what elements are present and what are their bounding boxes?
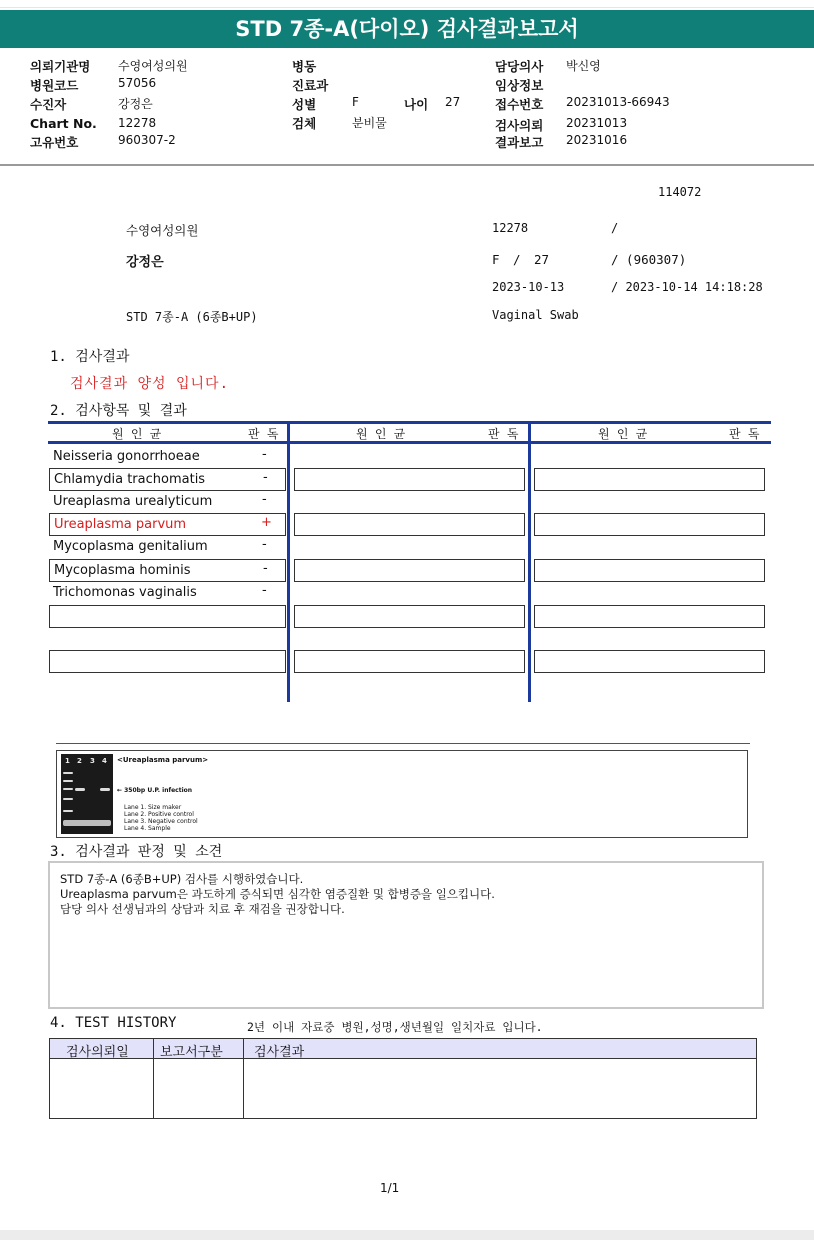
bottom-edge xyxy=(0,1230,814,1240)
summary-report-datetime: / 2023-10-14 14:18:28 xyxy=(611,280,763,294)
history-note: 2년 이내 자료중 병원,성명,생년월일 일치자료 입니다. xyxy=(247,1020,543,1034)
opinion-line: STD 7종-A (6종B+UP) 검사를 시행하였습니다. xyxy=(60,872,304,886)
gel-title: <Ureaplasma parvum> xyxy=(117,756,209,764)
table-top-rule xyxy=(48,421,771,424)
gel-legend-line: Lane 4. Sample xyxy=(124,825,171,832)
age-label: 나이 xyxy=(404,97,429,112)
patient-label: 수진자 xyxy=(30,97,67,112)
page-number: 1/1 xyxy=(380,1181,400,1195)
table-row xyxy=(49,446,286,469)
history-col-result: 검사결과 xyxy=(254,1045,305,1060)
result-label: 결과보고 xyxy=(495,135,544,150)
summary-collect-date: 2023-10-13 xyxy=(492,280,565,294)
unique-value: 960307-2 xyxy=(118,133,176,147)
history-col-request: 검사의뢰일 xyxy=(66,1045,129,1060)
institution-label: 의뢰기관명 xyxy=(30,59,91,74)
col-judge-3: 판 독 xyxy=(729,427,760,441)
gel-annotation: ← 350bp U.P. infection xyxy=(117,787,193,794)
empty-cell xyxy=(294,650,525,673)
opinion-line: 담당 의사 선생님과의 상담과 치료 후 재검을 권장합니다. xyxy=(60,902,345,916)
history-divider xyxy=(153,1038,154,1118)
report-title: STD 7종-A(다이오) 검사결과보고서 xyxy=(0,10,814,48)
gel-band xyxy=(63,798,73,800)
sex-value: F xyxy=(352,95,359,109)
age-value: 27 xyxy=(445,95,461,109)
organism-result: + xyxy=(261,515,272,530)
gel-band xyxy=(63,820,111,826)
sex-label: 성별 xyxy=(292,97,317,112)
specimen-value: 분비물 xyxy=(352,116,387,130)
empty-cell xyxy=(534,513,765,536)
history-divider xyxy=(243,1038,244,1118)
table-row xyxy=(49,536,286,559)
chart-label: Chart No. xyxy=(30,116,97,131)
table-divider-1 xyxy=(287,421,290,702)
history-col-type: 보고서구분 xyxy=(160,1045,223,1060)
request-value: 20231013 xyxy=(566,116,628,130)
summary-id: 114072 xyxy=(658,185,702,199)
empty-cell xyxy=(534,650,765,673)
request-label: 검사의뢰 xyxy=(495,118,544,133)
summary-birth: / (960307) xyxy=(611,252,687,267)
col-organism-2: 원 인 균 xyxy=(356,427,406,441)
empty-cell xyxy=(534,605,765,628)
col-judge-2: 판 독 xyxy=(488,427,519,441)
lane-number: 2 xyxy=(77,757,82,765)
organism-result: - xyxy=(263,470,268,485)
dept-label: 진료과 xyxy=(292,78,329,93)
result-value: 20231016 xyxy=(566,133,628,147)
lane-number: 4 xyxy=(102,757,107,765)
empty-cell xyxy=(294,513,525,536)
table-row xyxy=(49,582,286,605)
empty-cell xyxy=(294,468,525,491)
table-row-positive xyxy=(49,513,286,536)
organism-result: - xyxy=(262,583,267,598)
patient-value: 강정은 xyxy=(118,97,153,111)
empty-cell xyxy=(49,605,286,628)
opinion-line: Ureaplasma parvum은 과도하게 증식되면 심각한 염증질환 및 합병증을 일으킵니다. xyxy=(60,887,495,901)
gel-legend-line: Lane 1. Size maker xyxy=(124,804,182,811)
doctor-label: 담당의사 xyxy=(495,59,544,74)
summary-patient: 강정은 xyxy=(126,255,164,270)
lane-number: 3 xyxy=(90,757,95,765)
section2-title: 2. 검사항목 및 결과 xyxy=(50,403,187,419)
gel-band xyxy=(63,780,73,782)
gel-figure xyxy=(56,750,748,838)
summary-age: 27 xyxy=(534,252,550,267)
summary-sex: F xyxy=(492,252,500,267)
top-edge xyxy=(0,0,814,8)
col-organism-3: 원 인 균 xyxy=(598,427,648,441)
hospital-code-label: 병원코드 xyxy=(30,78,79,93)
ward-label: 병동 xyxy=(292,59,317,74)
unique-label: 고유번호 xyxy=(30,135,79,150)
organism-name: Ureaplasma urealyticum xyxy=(53,494,213,509)
doctor-value: 박신영 xyxy=(566,59,601,73)
section1-title: 1. 검사결과 xyxy=(50,349,130,365)
gel-legend-line: Lane 3. Negative control xyxy=(124,818,198,825)
gel-band xyxy=(100,788,110,791)
gel-band xyxy=(75,788,85,791)
organism-result: - xyxy=(262,537,267,552)
table-row xyxy=(49,559,286,582)
summary-sex-slash: / xyxy=(513,252,521,267)
gel-band xyxy=(63,788,73,790)
table-row xyxy=(49,491,286,514)
summary-institution: 수영여성의원 xyxy=(126,223,199,238)
opinion-box xyxy=(48,861,764,1009)
gel-band xyxy=(63,772,73,774)
col-organism-1: 원 인 균 xyxy=(112,427,162,441)
summary-slash: / xyxy=(611,221,619,235)
table-divider-2 xyxy=(528,421,531,702)
chart-value: 12278 xyxy=(118,116,157,130)
organism-result: - xyxy=(263,561,268,576)
gel-legend-line: Lane 2. Positive control xyxy=(124,811,194,818)
empty-cell xyxy=(534,559,765,582)
positive-message: 검사결과 양성 입니다. xyxy=(70,376,230,392)
organism-name: Neisseria gonorrhoeae xyxy=(53,449,200,464)
header-divider xyxy=(0,164,814,166)
empty-cell xyxy=(294,605,525,628)
organism-name: Mycoplasma genitalium xyxy=(53,539,208,554)
organism-name: Mycoplasma hominis xyxy=(54,563,191,578)
gel-electrophoresis-image xyxy=(61,754,113,834)
institution-value: 수영여성의원 xyxy=(118,59,188,73)
organism-result: - xyxy=(262,492,267,507)
receipt-label: 접수번호 xyxy=(495,97,544,112)
section4-title: 4. TEST HISTORY xyxy=(50,1015,177,1031)
gel-band xyxy=(63,810,73,812)
clinical-label: 임상정보 xyxy=(495,78,544,93)
organism-result: - xyxy=(262,447,267,462)
lane-number: 1 xyxy=(65,757,70,765)
section3-title: 3. 검사결과 판정 및 소견 xyxy=(50,844,223,860)
hospital-code-value: 57056 xyxy=(118,76,157,90)
table-row xyxy=(49,468,286,491)
history-header-row xyxy=(50,1038,756,1059)
receipt-value: 20231013-66943 xyxy=(566,95,670,109)
organism-name: Trichomonas vaginalis xyxy=(53,585,197,600)
history-table xyxy=(49,1038,757,1119)
organism-name: Ureaplasma parvum xyxy=(54,517,187,532)
empty-cell xyxy=(49,650,286,673)
summary-specimen: Vaginal Swab xyxy=(492,308,579,322)
summary-chart: 12278 xyxy=(492,221,529,235)
empty-cell xyxy=(534,468,765,491)
summary-test-name: STD 7종-A (6종B+UP) xyxy=(126,310,258,324)
gel-top-rule xyxy=(56,743,750,744)
organism-name: Chlamydia trachomatis xyxy=(54,472,206,487)
specimen-label: 검체 xyxy=(292,116,317,131)
empty-cell xyxy=(294,559,525,582)
col-judge-1: 판 독 xyxy=(248,427,279,441)
